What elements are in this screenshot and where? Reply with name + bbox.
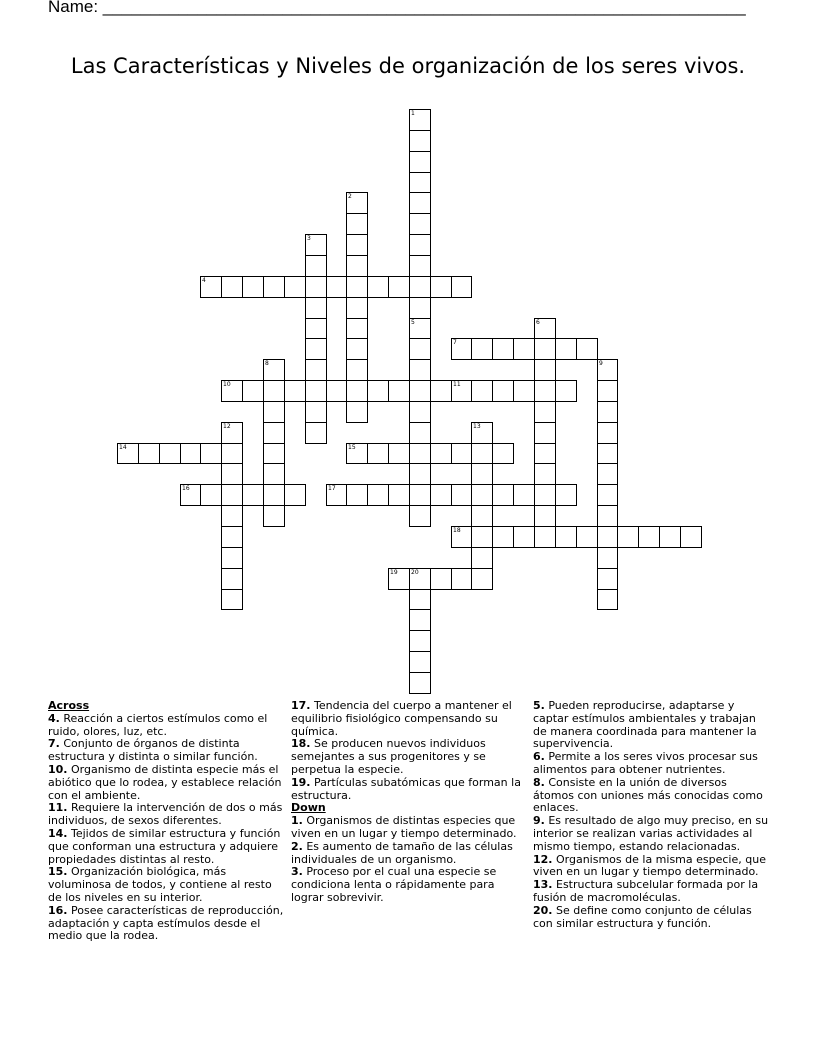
crossword-cell[interactable] [430,484,452,506]
name-field[interactable]: Name: ____________________________________________________________________ [48,0,746,16]
crossword-cell[interactable] [471,484,493,506]
clue-text: Organismo de distinta especie más el abiótico que lo rodea, y establece relación con el ambiente. [48,762,282,802]
crossword-cell[interactable] [555,380,577,402]
crossword-cell[interactable] [534,505,556,527]
clue-text: Es resultado de algo muy preciso, en su interior se realizan varias actividades al mismo tiempo, estando relacionadas. [533,814,769,853]
crossword-cell[interactable] [409,151,431,173]
clue-number: 13. [533,878,553,892]
crossword-cell[interactable] [263,463,285,485]
clue-number: 6. [533,750,545,764]
crossword-cell[interactable] [451,276,472,298]
crossword-cell[interactable] [471,380,493,402]
crossword-cell[interactable] [409,630,431,652]
crossword-cell[interactable] [409,338,431,360]
crossword-cell[interactable] [680,526,702,548]
clue-number: 9. [533,814,545,828]
clue-item [48,905,286,943]
clue-number: 14 [119,444,127,451]
crossword-cell[interactable] [367,443,389,464]
crossword-cell[interactable] [638,526,660,548]
crossword-cell[interactable] [263,359,285,381]
crossword-cell[interactable] [597,547,618,569]
crossword-cell[interactable] [534,359,556,381]
crossword-cell[interactable] [492,526,514,548]
crossword-cell[interactable] [492,380,514,402]
crossword-cell[interactable] [326,276,347,298]
crossword-cell[interactable] [409,109,431,131]
clue-item [291,738,529,776]
crossword-cell[interactable] [409,401,431,423]
crossword-cell[interactable] [576,526,598,548]
crossword-cell[interactable] [451,380,472,402]
clue-number: 6 [536,319,540,326]
crossword-cell[interactable] [346,255,368,277]
crossword-cell[interactable] [221,505,243,527]
crossword-cell[interactable] [430,443,452,464]
clue-text: Reacción a ciertos estímulos como el ruido, olores, luz, etc. [48,711,268,738]
clues-column-1 [48,700,286,943]
crossword-cell[interactable] [346,380,368,402]
clue-item [533,879,771,905]
clue-number: 3. [291,865,303,879]
crossword-cell[interactable] [180,484,201,506]
crossword-cell[interactable] [409,651,431,673]
crossword-cell[interactable] [326,484,347,506]
crossword-cell[interactable] [409,443,431,464]
crossword-cell[interactable] [659,526,681,548]
crossword-cell[interactable] [430,568,452,590]
clue-number: 9 [599,360,603,367]
crossword-cell[interactable] [409,609,431,631]
crossword-cell[interactable] [159,443,181,464]
clue-number: 11. [48,801,68,815]
crossword-cell[interactable] [534,380,556,402]
crossword-cell[interactable] [346,401,368,423]
clue-number: 12 [223,423,231,430]
crossword-cell[interactable] [263,484,285,506]
clue-number: 19 [390,569,398,576]
crossword-cell[interactable] [534,338,556,360]
crossword-cell[interactable] [346,443,368,464]
crossword-cell[interactable] [471,526,493,548]
clue-item [533,700,771,751]
clue-number: 2. [291,839,303,853]
crossword-cell[interactable] [346,318,368,339]
crossword-cell[interactable] [388,568,410,590]
crossword-cell[interactable] [221,443,243,464]
crossword-cell[interactable] [597,401,618,423]
crossword-cell[interactable] [388,380,410,402]
crossword-cell[interactable] [263,401,285,423]
crossword-cell[interactable] [597,380,618,402]
clue-text: Partículas subatómicas que forman la estructura. [291,775,521,802]
crossword-cell[interactable] [471,547,493,569]
crossword-cell[interactable] [513,526,535,548]
crossword-cell[interactable] [492,443,514,464]
crossword-cell[interactable] [471,422,493,444]
crossword-cell[interactable] [117,443,139,464]
crossword-cell[interactable] [576,338,598,360]
crossword-cell[interactable] [409,380,431,402]
clue-number: 18 [453,527,461,534]
clue-text: Es aumento de tamaño de las células individuales de un organismo. [291,839,513,866]
clue-item [48,828,286,866]
clue-number: 2 [348,193,352,200]
crossword-cell[interactable] [263,380,285,402]
across-clue-list-continued [291,700,529,802]
clue-item [291,700,529,738]
clue-number: 1. [291,814,303,828]
crossword-cell[interactable] [305,297,327,319]
crossword-cell[interactable] [471,568,493,590]
crossword-cell[interactable] [221,463,243,485]
across-clue-list [48,713,286,943]
clue-text: Tejidos de similar estructura y función que conforman una estructura y adquiere propiedades distintas al resto. [48,826,281,866]
crossword-cell[interactable] [409,568,431,590]
crossword-cell[interactable] [305,318,327,339]
clue-number: 13 [473,423,481,430]
crossword-cell[interactable] [534,443,556,464]
crossword-cell[interactable] [534,463,556,485]
clue-number: 12. [533,852,553,866]
crossword-cell[interactable] [346,338,368,360]
crossword-cell[interactable] [597,505,618,527]
crossword-cell[interactable] [409,422,431,444]
crossword-cell[interactable] [597,526,618,548]
crossword-cell[interactable] [451,568,472,590]
down-heading: Down [291,801,326,815]
crossword-cell[interactable] [409,130,431,152]
crossword-cell[interactable] [346,359,368,381]
clue-text: Se producen nuevos individuos semejantes a sus progenitores y se perpetua la especie. [291,737,486,776]
clue-item [48,866,286,904]
crossword-cell[interactable] [263,505,285,527]
crossword-cell[interactable] [471,463,493,485]
crossword-cell[interactable] [409,234,431,256]
crossword-cell[interactable] [597,568,618,590]
crossword-cell[interactable] [242,380,264,402]
crossword-cell[interactable] [409,213,431,235]
crossword-cell[interactable] [513,338,535,360]
crossword-cell[interactable] [451,338,472,360]
clue-number: 8. [533,775,545,789]
clue-text: Pueden reproducirse, adaptarse y captar estímulos ambientales y trabajan de manera coordinada para mantener la supervivencia. [533,699,757,751]
clue-text: Organización biológica, más voluminosa de todos, y contiene al resto de los niveles en su interior. [48,865,272,904]
crossword-cell[interactable] [367,276,389,298]
crossword-cell[interactable] [263,422,285,444]
crossword-cell[interactable] [409,297,431,319]
clue-number: 20 [411,569,419,576]
crossword-cell[interactable] [284,484,306,506]
across-heading: Across [48,699,90,712]
clue-item [291,815,529,841]
crossword-cell[interactable] [409,255,431,277]
crossword-cell[interactable] [263,276,285,298]
clue-number: 1 [411,110,415,117]
crossword-cell[interactable] [305,401,327,423]
crossword-cell[interactable] [200,443,222,464]
clue-number: 20. [533,903,553,917]
crossword-cell[interactable] [221,526,243,548]
crossword-cell[interactable] [513,484,535,506]
crossword-cell[interactable] [409,672,431,694]
crossword-cell[interactable] [409,276,431,298]
crossword-cell[interactable] [346,234,368,256]
clue-item [48,738,286,764]
crossword-cell[interactable] [409,589,431,610]
crossword-cell[interactable] [534,318,556,339]
crossword-cell[interactable] [305,276,327,298]
clue-item [291,841,529,867]
clue-number: 4. [48,711,60,725]
clue-text: Organismos de distintas especies que viven en un lugar y tiempo determinado. [291,814,517,840]
crossword-cell[interactable] [221,380,243,402]
crossword-cell[interactable] [346,276,368,298]
clue-number: 10. [48,762,68,776]
crossword-cell[interactable] [221,589,243,610]
clue-number: 15. [48,865,68,879]
crossword-cell[interactable] [451,484,472,506]
crossword-cell[interactable] [555,338,577,360]
clue-text: Consiste en la unión de diversos átomos con uniones más conocidas como enlaces. [533,775,763,815]
clue-item [48,764,286,802]
crossword-cell[interactable] [346,213,368,235]
crossword-cell[interactable] [305,380,327,402]
crossword-cell[interactable] [409,192,431,214]
crossword-cell[interactable] [597,422,618,444]
crossword-cell[interactable] [388,276,410,298]
clue-text: Organismos de la misma especie, que viven en un lugar y tiempo determinado. [533,852,766,879]
crossword-cell[interactable] [305,422,327,444]
clue-text: Conjunto de órganos de distinta estructura y distinta o similar función. [48,737,258,764]
crossword-cell[interactable] [409,359,431,381]
crossword-cell[interactable] [326,380,347,402]
clue-number: 17 [328,485,336,492]
clue-number: 16 [182,485,190,492]
down-clue-list [291,815,529,905]
crossword-cell[interactable] [597,589,618,610]
crossword-cell[interactable] [617,526,639,548]
crossword-cell[interactable] [597,463,618,485]
crossword-cell[interactable] [221,484,243,506]
crossword-cell[interactable] [367,484,389,506]
crossword-cell[interactable] [430,276,452,298]
clue-text: Se define como conjunto de células con similar estructura y función. [533,903,752,930]
crossword-cell[interactable] [409,463,431,485]
crossword-cell[interactable] [242,276,264,298]
crossword-cell[interactable] [555,526,577,548]
page-title: Las Características y Niveles de organización de los seres vivos. [70,54,746,78]
clue-item [533,905,771,931]
crossword-cell[interactable] [555,484,577,506]
clue-number: 5. [533,699,545,712]
clue-item [533,777,771,815]
clue-number: 5 [411,319,415,326]
clue-text: Tendencia del cuerpo a mantener el equilibrio fisiológico compensando su química. [291,699,512,738]
crossword-cell[interactable] [284,276,306,298]
clue-item [533,751,771,777]
crossword-cell[interactable] [242,484,264,506]
crossword-cell[interactable] [284,380,306,402]
crossword-cell[interactable] [180,443,201,464]
crossword-cell[interactable] [513,380,535,402]
clue-number: 7 [453,339,457,346]
crossword-cell[interactable] [388,443,410,464]
crossword-cell[interactable] [492,484,514,506]
crossword-cell[interactable] [409,505,431,527]
crossword-cell[interactable] [471,338,493,360]
clue-number: 4 [202,277,206,284]
clue-item [533,815,771,853]
crossword-cell[interactable] [305,234,327,256]
crossword-cell[interactable] [138,443,160,464]
clue-text: Proceso por el cual una especie se condiciona lenta o rápidamente para lograr sobrevivir. [291,865,497,904]
clue-number: 3 [307,235,311,242]
crossword-cell[interactable] [534,422,556,444]
clue-number: 7. [48,737,60,751]
clue-text: Estructura subcelular formada por la fusión de macromoléculas. [533,878,759,904]
crossword-cell[interactable] [597,443,618,464]
crossword-cell[interactable] [305,338,327,360]
crossword-cell[interactable] [534,401,556,423]
crossword-cell[interactable] [597,484,618,506]
clue-number: 11 [453,381,461,388]
clue-number: 18. [291,737,311,751]
crossword-cell[interactable] [221,547,243,569]
clue-number: 17. [291,699,311,712]
clue-item [48,802,286,828]
clue-number: 8 [265,360,269,367]
clues-column-2 [291,700,529,905]
clue-text: Requiere la intervención de dos o más individuos, de sexos diferentes. [48,801,283,828]
crossword-cell[interactable] [346,484,368,506]
clues-column-3 [533,700,771,930]
crossword-cell[interactable] [597,359,618,381]
crossword-cell[interactable] [263,443,285,464]
clue-item [48,713,286,739]
crossword-cell[interactable] [451,443,472,464]
clue-item [291,777,529,803]
crossword-cell[interactable] [471,505,493,527]
clue-item [291,866,529,904]
clue-number: 14. [48,826,68,840]
crossword-cell[interactable] [367,380,389,402]
crossword-cell[interactable] [471,443,493,464]
clue-number: 16. [48,903,68,917]
crossword-cell[interactable] [388,484,410,506]
crossword-cell[interactable] [305,255,327,277]
crossword-cell[interactable] [221,422,243,444]
clue-number: 19. [291,775,311,789]
crossword-cell[interactable] [221,568,243,590]
down-clue-list-continued [533,700,771,930]
crossword-cell[interactable] [451,526,472,548]
crossword-cell[interactable] [534,526,556,548]
clue-text: Permite a los seres vivos procesar sus alimentos para obtener nutrientes. [533,750,758,776]
crossword-cell[interactable] [346,192,368,214]
crossword-cell[interactable] [409,172,431,193]
crossword-cell[interactable] [409,318,431,339]
crossword-cell[interactable] [346,297,368,319]
clue-number: 10 [223,381,231,388]
crossword-cell[interactable] [534,484,556,506]
crossword-cell[interactable] [221,276,243,298]
clue-item [533,854,771,880]
crossword-cell[interactable] [200,484,222,506]
clue-number: 15 [348,444,356,451]
crossword-cell[interactable] [200,276,222,298]
crossword-cell[interactable] [430,380,452,402]
crossword-cell[interactable] [305,359,327,381]
clue-text: Posee características de reproducción, adaptación y capta estímulos desde el medio que la rodea. [48,903,284,943]
crossword-cell[interactable] [492,338,514,360]
crossword-cell[interactable] [409,484,431,506]
